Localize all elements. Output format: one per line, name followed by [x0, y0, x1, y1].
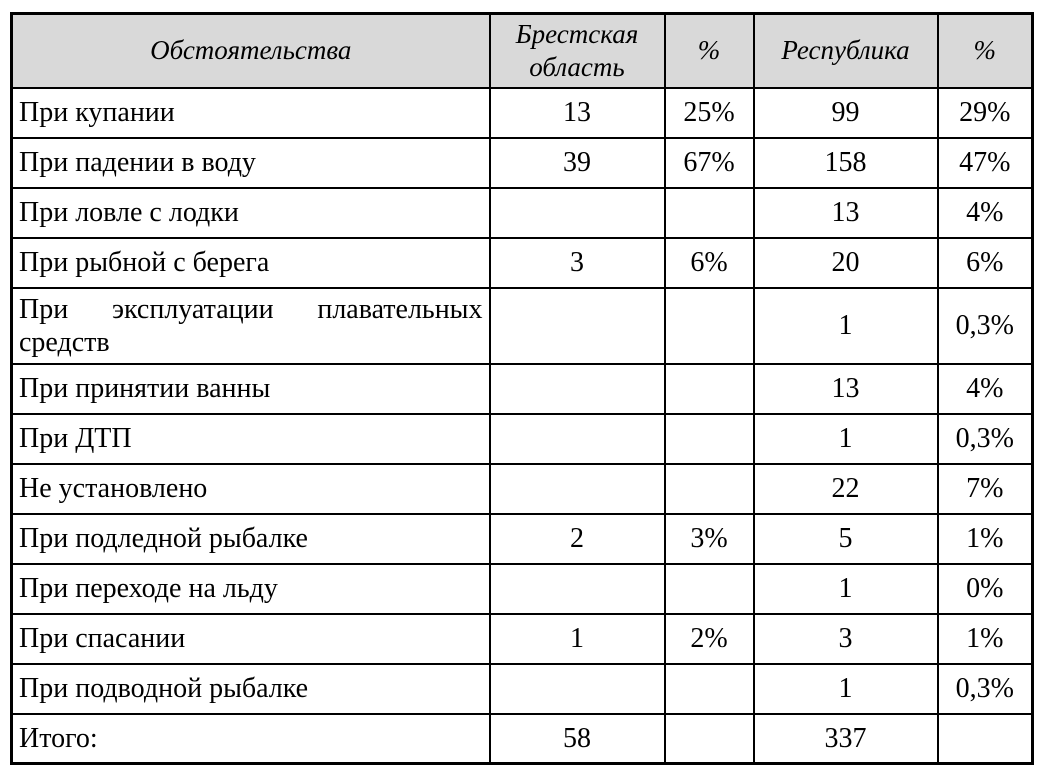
republic-count-cell: 1 — [754, 564, 938, 614]
brest-count-cell — [490, 564, 665, 614]
table-row — [12, 464, 1033, 514]
republic-percent-cell: 0,3% — [938, 664, 1033, 714]
brest-percent-cell: 67% — [665, 138, 754, 188]
republic-count-cell: 13 — [754, 364, 938, 414]
republic-count-cell: 1 — [754, 288, 938, 364]
table-row — [12, 364, 1033, 414]
brest-count-cell: 2 — [490, 514, 665, 564]
republic-count-cell: 1 — [754, 414, 938, 464]
republic-percent-cell: 4% — [938, 364, 1033, 414]
republic-count-cell: 20 — [754, 238, 938, 288]
republic-count-cell: 158 — [754, 138, 938, 188]
header-row — [12, 14, 1033, 88]
republic-count-cell: 13 — [754, 188, 938, 238]
header-republic: Республика — [754, 14, 938, 88]
header-brest-region: Брестская область — [490, 14, 665, 88]
circumstance-cell: При принятии ванны — [12, 364, 490, 414]
republic-count-cell: 337 — [754, 714, 938, 764]
republic-percent-cell: 47% — [938, 138, 1033, 188]
brest-count-cell — [490, 414, 665, 464]
republic-count-cell: 3 — [754, 614, 938, 664]
table-row — [12, 88, 1033, 138]
republic-percent-cell: 0,3% — [938, 288, 1033, 364]
circumstance-cell: При падении в воду — [12, 138, 490, 188]
brest-percent-cell — [665, 564, 754, 614]
brest-count-cell — [490, 664, 665, 714]
table-row — [12, 714, 1033, 764]
table-row — [12, 138, 1033, 188]
header-brest-percent: % — [665, 14, 754, 88]
table-row — [12, 514, 1033, 564]
brest-percent-cell: 6% — [665, 238, 754, 288]
brest-count-cell: 39 — [490, 138, 665, 188]
brest-percent-cell: 3% — [665, 514, 754, 564]
table-row — [12, 564, 1033, 614]
header-circumstances: Обстоятельства — [12, 14, 490, 88]
circumstance-cell: Не установлено — [12, 464, 490, 514]
republic-percent-cell: 6% — [938, 238, 1033, 288]
republic-percent-cell — [938, 714, 1033, 764]
republic-percent-cell: 1% — [938, 514, 1033, 564]
table-header — [12, 14, 1033, 88]
circumstance-cell: При спасании — [12, 614, 490, 664]
table-row — [12, 664, 1033, 714]
brest-count-cell — [490, 288, 665, 364]
brest-count-cell: 13 — [490, 88, 665, 138]
brest-percent-cell — [665, 364, 754, 414]
circumstance-cell: При подводной рыбалке — [12, 664, 490, 714]
circumstance-cell: При подледной рыбалке — [12, 514, 490, 564]
republic-count-cell: 99 — [754, 88, 938, 138]
brest-count-cell — [490, 188, 665, 238]
republic-count-cell: 22 — [754, 464, 938, 514]
brest-percent-cell: 25% — [665, 88, 754, 138]
circumstance-cell: При ДТП — [12, 414, 490, 464]
republic-percent-cell: 0% — [938, 564, 1033, 614]
brest-percent-cell — [665, 188, 754, 238]
republic-percent-cell: 7% — [938, 464, 1033, 514]
header-republic-percent: % — [938, 14, 1033, 88]
brest-count-cell — [490, 464, 665, 514]
circumstance-cell: При рыбной с берега — [12, 238, 490, 288]
brest-percent-cell — [665, 714, 754, 764]
republic-percent-cell: 0,3% — [938, 414, 1033, 464]
republic-percent-cell: 4% — [938, 188, 1033, 238]
circumstance-cell: Итого: — [12, 714, 490, 764]
table-body — [12, 88, 1033, 764]
brest-percent-cell — [665, 414, 754, 464]
brest-percent-cell — [665, 664, 754, 714]
republic-percent-cell: 29% — [938, 88, 1033, 138]
brest-percent-cell — [665, 464, 754, 514]
republic-count-cell: 1 — [754, 664, 938, 714]
circumstance-cell: При эксплуатации плавательных средств — [12, 288, 490, 364]
drowning-circumstances-table — [10, 12, 1034, 765]
republic-count-cell: 5 — [754, 514, 938, 564]
brest-percent-cell — [665, 288, 754, 364]
brest-count-cell — [490, 364, 665, 414]
circumstance-cell: При переходе на льду — [12, 564, 490, 614]
brest-count-cell: 1 — [490, 614, 665, 664]
table-row — [12, 614, 1033, 664]
circumstance-cell: При ловле с лодки — [12, 188, 490, 238]
table-row — [12, 188, 1033, 238]
table-row — [12, 238, 1033, 288]
table-row — [12, 414, 1033, 464]
republic-percent-cell: 1% — [938, 614, 1033, 664]
table-row — [12, 288, 1033, 364]
brest-percent-cell: 2% — [665, 614, 754, 664]
brest-count-cell: 3 — [490, 238, 665, 288]
circumstance-cell: При купании — [12, 88, 490, 138]
brest-count-cell: 58 — [490, 714, 665, 764]
